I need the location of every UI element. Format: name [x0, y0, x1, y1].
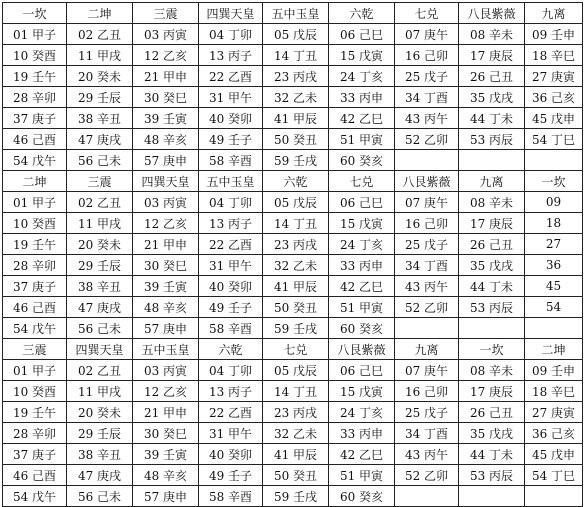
- palace-header: 五中玉皇: [199, 171, 263, 192]
- table-cell: 06 己巳: [329, 192, 395, 213]
- table-cell: 27 庚寅: [525, 66, 583, 87]
- palace-header: 七兑: [263, 339, 329, 360]
- table-cell: 36 己亥: [525, 87, 583, 108]
- table-cell: 19 壬午: [3, 402, 67, 423]
- table-cell: 27: [525, 234, 583, 255]
- table-cell: 39 壬寅: [133, 444, 199, 465]
- table-cell: 20 癸未: [67, 402, 133, 423]
- table-row: [3, 255, 583, 276]
- table-cell: 01 甲子: [3, 360, 67, 381]
- table-cell: 58 辛酉: [199, 318, 263, 339]
- table-row: [3, 87, 583, 108]
- table-cell: 06 己巳: [329, 24, 395, 45]
- table-cell: 27 庚寅: [525, 402, 583, 423]
- table-row: [3, 108, 583, 129]
- table-cell: 43 丙午: [395, 444, 459, 465]
- table-cell: 58 辛酉: [199, 486, 263, 507]
- table-cell: 60 癸亥: [329, 150, 395, 171]
- palace-header: 九离: [459, 171, 525, 192]
- table-cell: 57 庚申: [133, 150, 199, 171]
- table-cell: 14 丁丑: [263, 213, 329, 234]
- table-cell: [525, 150, 583, 171]
- table-cell: 45 戊申: [525, 444, 583, 465]
- palace-header: 六乾: [263, 171, 329, 192]
- table-cell: 29 壬辰: [67, 423, 133, 444]
- table-cell: 24 丁亥: [329, 66, 395, 87]
- table-cell: 39 壬寅: [133, 276, 199, 297]
- table-cell: 18: [525, 213, 583, 234]
- table-cell: 54 戊午: [3, 150, 67, 171]
- table-cell: 17 庚辰: [459, 381, 525, 402]
- header-row: [3, 3, 583, 24]
- table-row: [3, 297, 583, 318]
- table-cell: 05 戊辰: [263, 192, 329, 213]
- table-cell: 45 戊申: [525, 108, 583, 129]
- table-row: [3, 276, 583, 297]
- table-cell: 51 甲寅: [329, 465, 395, 486]
- table-cell: 34 丁酉: [395, 87, 459, 108]
- table-cell: 56 己未: [67, 318, 133, 339]
- table-cell: 40 癸卯: [199, 444, 263, 465]
- table-cell: 40 癸卯: [199, 108, 263, 129]
- table-cell: 22 乙酉: [199, 234, 263, 255]
- table-cell: 60 癸亥: [329, 318, 395, 339]
- table-cell: 38 辛丑: [67, 276, 133, 297]
- table-cell: 59 壬戌: [263, 486, 329, 507]
- table-cell: 17 庚辰: [459, 213, 525, 234]
- table-cell: 42 乙巳: [329, 444, 395, 465]
- table-cell: 12 乙亥: [133, 213, 199, 234]
- table-cell: 12 乙亥: [133, 45, 199, 66]
- table-cell: 25 戊子: [395, 234, 459, 255]
- table-cell: [459, 318, 525, 339]
- table-cell: 44 丁未: [459, 444, 525, 465]
- palace-header: 八艮紫薇: [329, 339, 395, 360]
- table-cell: 36 己亥: [525, 423, 583, 444]
- table-cell: 46 己酉: [3, 465, 67, 486]
- palace-header: 八艮紫薇: [459, 3, 525, 24]
- table-cell: 49 壬子: [199, 297, 263, 318]
- table-cell: 28 辛卯: [3, 255, 67, 276]
- table-cell: 57 庚申: [133, 486, 199, 507]
- table-row: [3, 24, 583, 45]
- table-cell: 43 丙午: [395, 276, 459, 297]
- table-cell: 08 辛未: [459, 192, 525, 213]
- table-cell: 56 己未: [67, 486, 133, 507]
- table-row: [3, 129, 583, 150]
- table-cell: 31 甲午: [199, 87, 263, 108]
- table-cell: 26 己丑: [459, 402, 525, 423]
- table-row: [3, 402, 583, 423]
- table-cell: 35 戊戌: [459, 255, 525, 276]
- table-cell: 07 庚午: [395, 360, 459, 381]
- table-cell: 19 壬午: [3, 234, 67, 255]
- table-cell: [525, 486, 583, 507]
- table-cell: 29 壬辰: [67, 255, 133, 276]
- table-cell: 15 戊寅: [329, 213, 395, 234]
- table-cell: 13 丙子: [199, 213, 263, 234]
- table-cell: 18 辛巳: [525, 381, 583, 402]
- table-cell: 51 甲寅: [329, 297, 395, 318]
- table-cell: 48 辛亥: [133, 129, 199, 150]
- table-cell: 16 己卯: [395, 213, 459, 234]
- palace-header: 三震: [3, 339, 67, 360]
- table-cell: 53 丙辰: [459, 129, 525, 150]
- table-cell: 60 癸亥: [329, 486, 395, 507]
- table-cell: 36: [525, 255, 583, 276]
- table-cell: 57 庚申: [133, 318, 199, 339]
- table-cell: 37 庚子: [3, 108, 67, 129]
- table-cell: 04 丁卯: [199, 360, 263, 381]
- table-cell: 29 壬辰: [67, 87, 133, 108]
- table-cell: [395, 486, 459, 507]
- table-cell: 02 乙丑: [67, 192, 133, 213]
- table-cell: 49 壬子: [199, 129, 263, 150]
- table-cell: [459, 150, 525, 171]
- table-cell: 58 辛酉: [199, 150, 263, 171]
- table-cell: 10 癸酉: [3, 213, 67, 234]
- palace-header: 六乾: [199, 339, 263, 360]
- table-cell: 48 辛亥: [133, 297, 199, 318]
- table-cell: 38 辛丑: [67, 108, 133, 129]
- table-row: [3, 318, 583, 339]
- table-cell: 59 壬戌: [263, 318, 329, 339]
- table-cell: 54 丁巳: [525, 465, 583, 486]
- table-cell: 03 丙寅: [133, 360, 199, 381]
- table-cell: 23 丙戌: [263, 234, 329, 255]
- table-cell: 31 甲午: [199, 423, 263, 444]
- table-cell: 42 乙巳: [329, 276, 395, 297]
- table-cell: [395, 150, 459, 171]
- table-cell: 06 己巳: [329, 360, 395, 381]
- table-cell: 09: [525, 192, 583, 213]
- table-cell: 01 甲子: [3, 192, 67, 213]
- table-cell: 32 乙未: [263, 423, 329, 444]
- header-row: [3, 339, 583, 360]
- table-cell: 10 癸酉: [3, 381, 67, 402]
- palace-header: 一坎: [525, 171, 583, 192]
- table-cell: 02 乙丑: [67, 360, 133, 381]
- table-cell: 09 壬申: [525, 360, 583, 381]
- table-cell: 42 乙巳: [329, 108, 395, 129]
- palace-header: 三震: [67, 171, 133, 192]
- table-cell: 45: [525, 276, 583, 297]
- table-cell: 20 癸未: [67, 66, 133, 87]
- table-cell: 52 乙卯: [395, 297, 459, 318]
- table-cell: 14 丁丑: [263, 45, 329, 66]
- table-cell: 04 丁卯: [199, 192, 263, 213]
- table-row: [3, 360, 583, 381]
- table-cell: 30 癸巳: [133, 423, 199, 444]
- table-cell: 32 乙未: [263, 255, 329, 276]
- table-cell: 37 庚子: [3, 444, 67, 465]
- palace-header: 四巽天皇: [133, 171, 199, 192]
- table-cell: 21 甲申: [133, 402, 199, 423]
- table-cell: 44 丁未: [459, 276, 525, 297]
- table-cell: 03 丙寅: [133, 192, 199, 213]
- table-cell: 22 乙酉: [199, 402, 263, 423]
- table-cell: [395, 318, 459, 339]
- table-cell: 18 辛巳: [525, 45, 583, 66]
- table-cell: 28 辛卯: [3, 423, 67, 444]
- table-cell: 51 甲寅: [329, 129, 395, 150]
- table-cell: 40 癸卯: [199, 276, 263, 297]
- table-cell: 53 丙辰: [459, 465, 525, 486]
- stem-branch-table: [2, 2, 583, 507]
- table-body: [3, 3, 583, 507]
- table-row: [3, 423, 583, 444]
- table-cell: 23 丙戌: [263, 402, 329, 423]
- table-cell: 10 癸酉: [3, 45, 67, 66]
- table-cell: 21 甲申: [133, 234, 199, 255]
- table-cell: 26 己丑: [459, 234, 525, 255]
- table-cell: 15 戊寅: [329, 381, 395, 402]
- table-cell: 07 庚午: [395, 192, 459, 213]
- table-cell: 05 戊辰: [263, 24, 329, 45]
- palace-header: 五中玉皇: [263, 3, 329, 24]
- table-cell: 37 庚子: [3, 276, 67, 297]
- table-cell: 08 辛未: [459, 24, 525, 45]
- table-cell: 53 丙辰: [459, 297, 525, 318]
- table-cell: 25 戊子: [395, 402, 459, 423]
- palace-header: 一坎: [3, 3, 67, 24]
- table-cell: 50 癸丑: [263, 297, 329, 318]
- table-cell: 13 丙子: [199, 381, 263, 402]
- palace-header: 五中玉皇: [133, 339, 199, 360]
- table-row: [3, 45, 583, 66]
- table-cell: 20 癸未: [67, 234, 133, 255]
- table-cell: 26 己丑: [459, 66, 525, 87]
- table-cell: 38 辛丑: [67, 444, 133, 465]
- table-cell: 08 辛未: [459, 360, 525, 381]
- table-cell: 32 乙未: [263, 87, 329, 108]
- table-cell: 31 甲午: [199, 255, 263, 276]
- table-row: [3, 444, 583, 465]
- table-cell: 50 癸丑: [263, 129, 329, 150]
- table-cell: 54: [525, 297, 583, 318]
- table-cell: 33 丙申: [329, 423, 395, 444]
- palace-header: 八艮紫薇: [395, 171, 459, 192]
- table-cell: 39 壬寅: [133, 108, 199, 129]
- table-row: [3, 150, 583, 171]
- palace-header: 二坤: [67, 3, 133, 24]
- table-cell: 30 癸巳: [133, 87, 199, 108]
- table-cell: 54 丁巳: [525, 129, 583, 150]
- table-cell: 13 丙子: [199, 45, 263, 66]
- table-cell: 34 丁酉: [395, 423, 459, 444]
- table-cell: 19 壬午: [3, 66, 67, 87]
- table-cell: 24 丁亥: [329, 402, 395, 423]
- palace-header: 七兑: [329, 171, 395, 192]
- table-cell: 56 己未: [67, 150, 133, 171]
- table-row: [3, 234, 583, 255]
- table-cell: 52 乙卯: [395, 465, 459, 486]
- table-cell: 30 癸巳: [133, 255, 199, 276]
- table-cell: 48 辛亥: [133, 465, 199, 486]
- table-row: [3, 465, 583, 486]
- table-cell: 22 乙酉: [199, 66, 263, 87]
- table-cell: 15 戊寅: [329, 45, 395, 66]
- table-cell: 07 庚午: [395, 24, 459, 45]
- table-cell: 05 戊辰: [263, 360, 329, 381]
- table-cell: 21 甲申: [133, 66, 199, 87]
- table-cell: 47 庚戌: [67, 297, 133, 318]
- table-cell: 01 甲子: [3, 24, 67, 45]
- palace-header: 四巽天皇: [67, 339, 133, 360]
- palace-header: 二坤: [3, 171, 67, 192]
- palace-header: 七兑: [395, 3, 459, 24]
- table-row: [3, 381, 583, 402]
- table-cell: 16 己卯: [395, 381, 459, 402]
- table-cell: 49 壬子: [199, 465, 263, 486]
- palace-header: 六乾: [329, 3, 395, 24]
- table-cell: 54 戊午: [3, 318, 67, 339]
- table-cell: 34 丁酉: [395, 255, 459, 276]
- table-cell: 23 丙戌: [263, 66, 329, 87]
- table-cell: 04 丁卯: [199, 24, 263, 45]
- table-cell: 52 乙卯: [395, 129, 459, 150]
- table-row: [3, 213, 583, 234]
- table-cell: 09 壬申: [525, 24, 583, 45]
- table-cell: 54 戊午: [3, 486, 67, 507]
- table-cell: 59 壬戌: [263, 150, 329, 171]
- table-cell: 14 丁丑: [263, 381, 329, 402]
- header-row: [3, 171, 583, 192]
- table-cell: 41 甲辰: [263, 444, 329, 465]
- table-cell: 33 丙申: [329, 87, 395, 108]
- table-cell: [525, 318, 583, 339]
- table-row: [3, 486, 583, 507]
- table-cell: 11 甲戌: [67, 213, 133, 234]
- table-cell: 41 甲辰: [263, 108, 329, 129]
- table-cell: 25 戊子: [395, 66, 459, 87]
- table-cell: 17 庚辰: [459, 45, 525, 66]
- table-cell: 43 丙午: [395, 108, 459, 129]
- table-cell: 33 丙申: [329, 255, 395, 276]
- table-cell: 47 庚戌: [67, 129, 133, 150]
- table-cell: 35 戊戌: [459, 87, 525, 108]
- table-cell: [459, 486, 525, 507]
- table-cell: 12 乙亥: [133, 381, 199, 402]
- table-cell: 28 辛卯: [3, 87, 67, 108]
- palace-header: 九离: [395, 339, 459, 360]
- table-row: [3, 66, 583, 87]
- table-cell: 35 戊戌: [459, 423, 525, 444]
- table-cell: 41 甲辰: [263, 276, 329, 297]
- palace-header: 九离: [525, 3, 583, 24]
- table-row: [3, 192, 583, 213]
- table-cell: 24 丁亥: [329, 234, 395, 255]
- table-cell: 03 丙寅: [133, 24, 199, 45]
- palace-header: 一坎: [459, 339, 525, 360]
- table-cell: 02 乙丑: [67, 24, 133, 45]
- palace-header: 三震: [133, 3, 199, 24]
- table-cell: 11 甲戌: [67, 381, 133, 402]
- table-cell: 46 己酉: [3, 129, 67, 150]
- palace-header: 四巽天皇: [199, 3, 263, 24]
- palace-header: 二坤: [525, 339, 583, 360]
- table-cell: 16 己卯: [395, 45, 459, 66]
- table-cell: 46 己酉: [3, 297, 67, 318]
- table-cell: 44 丁未: [459, 108, 525, 129]
- table-cell: 47 庚戌: [67, 465, 133, 486]
- table-cell: 50 癸丑: [263, 465, 329, 486]
- table-cell: 11 甲戌: [67, 45, 133, 66]
